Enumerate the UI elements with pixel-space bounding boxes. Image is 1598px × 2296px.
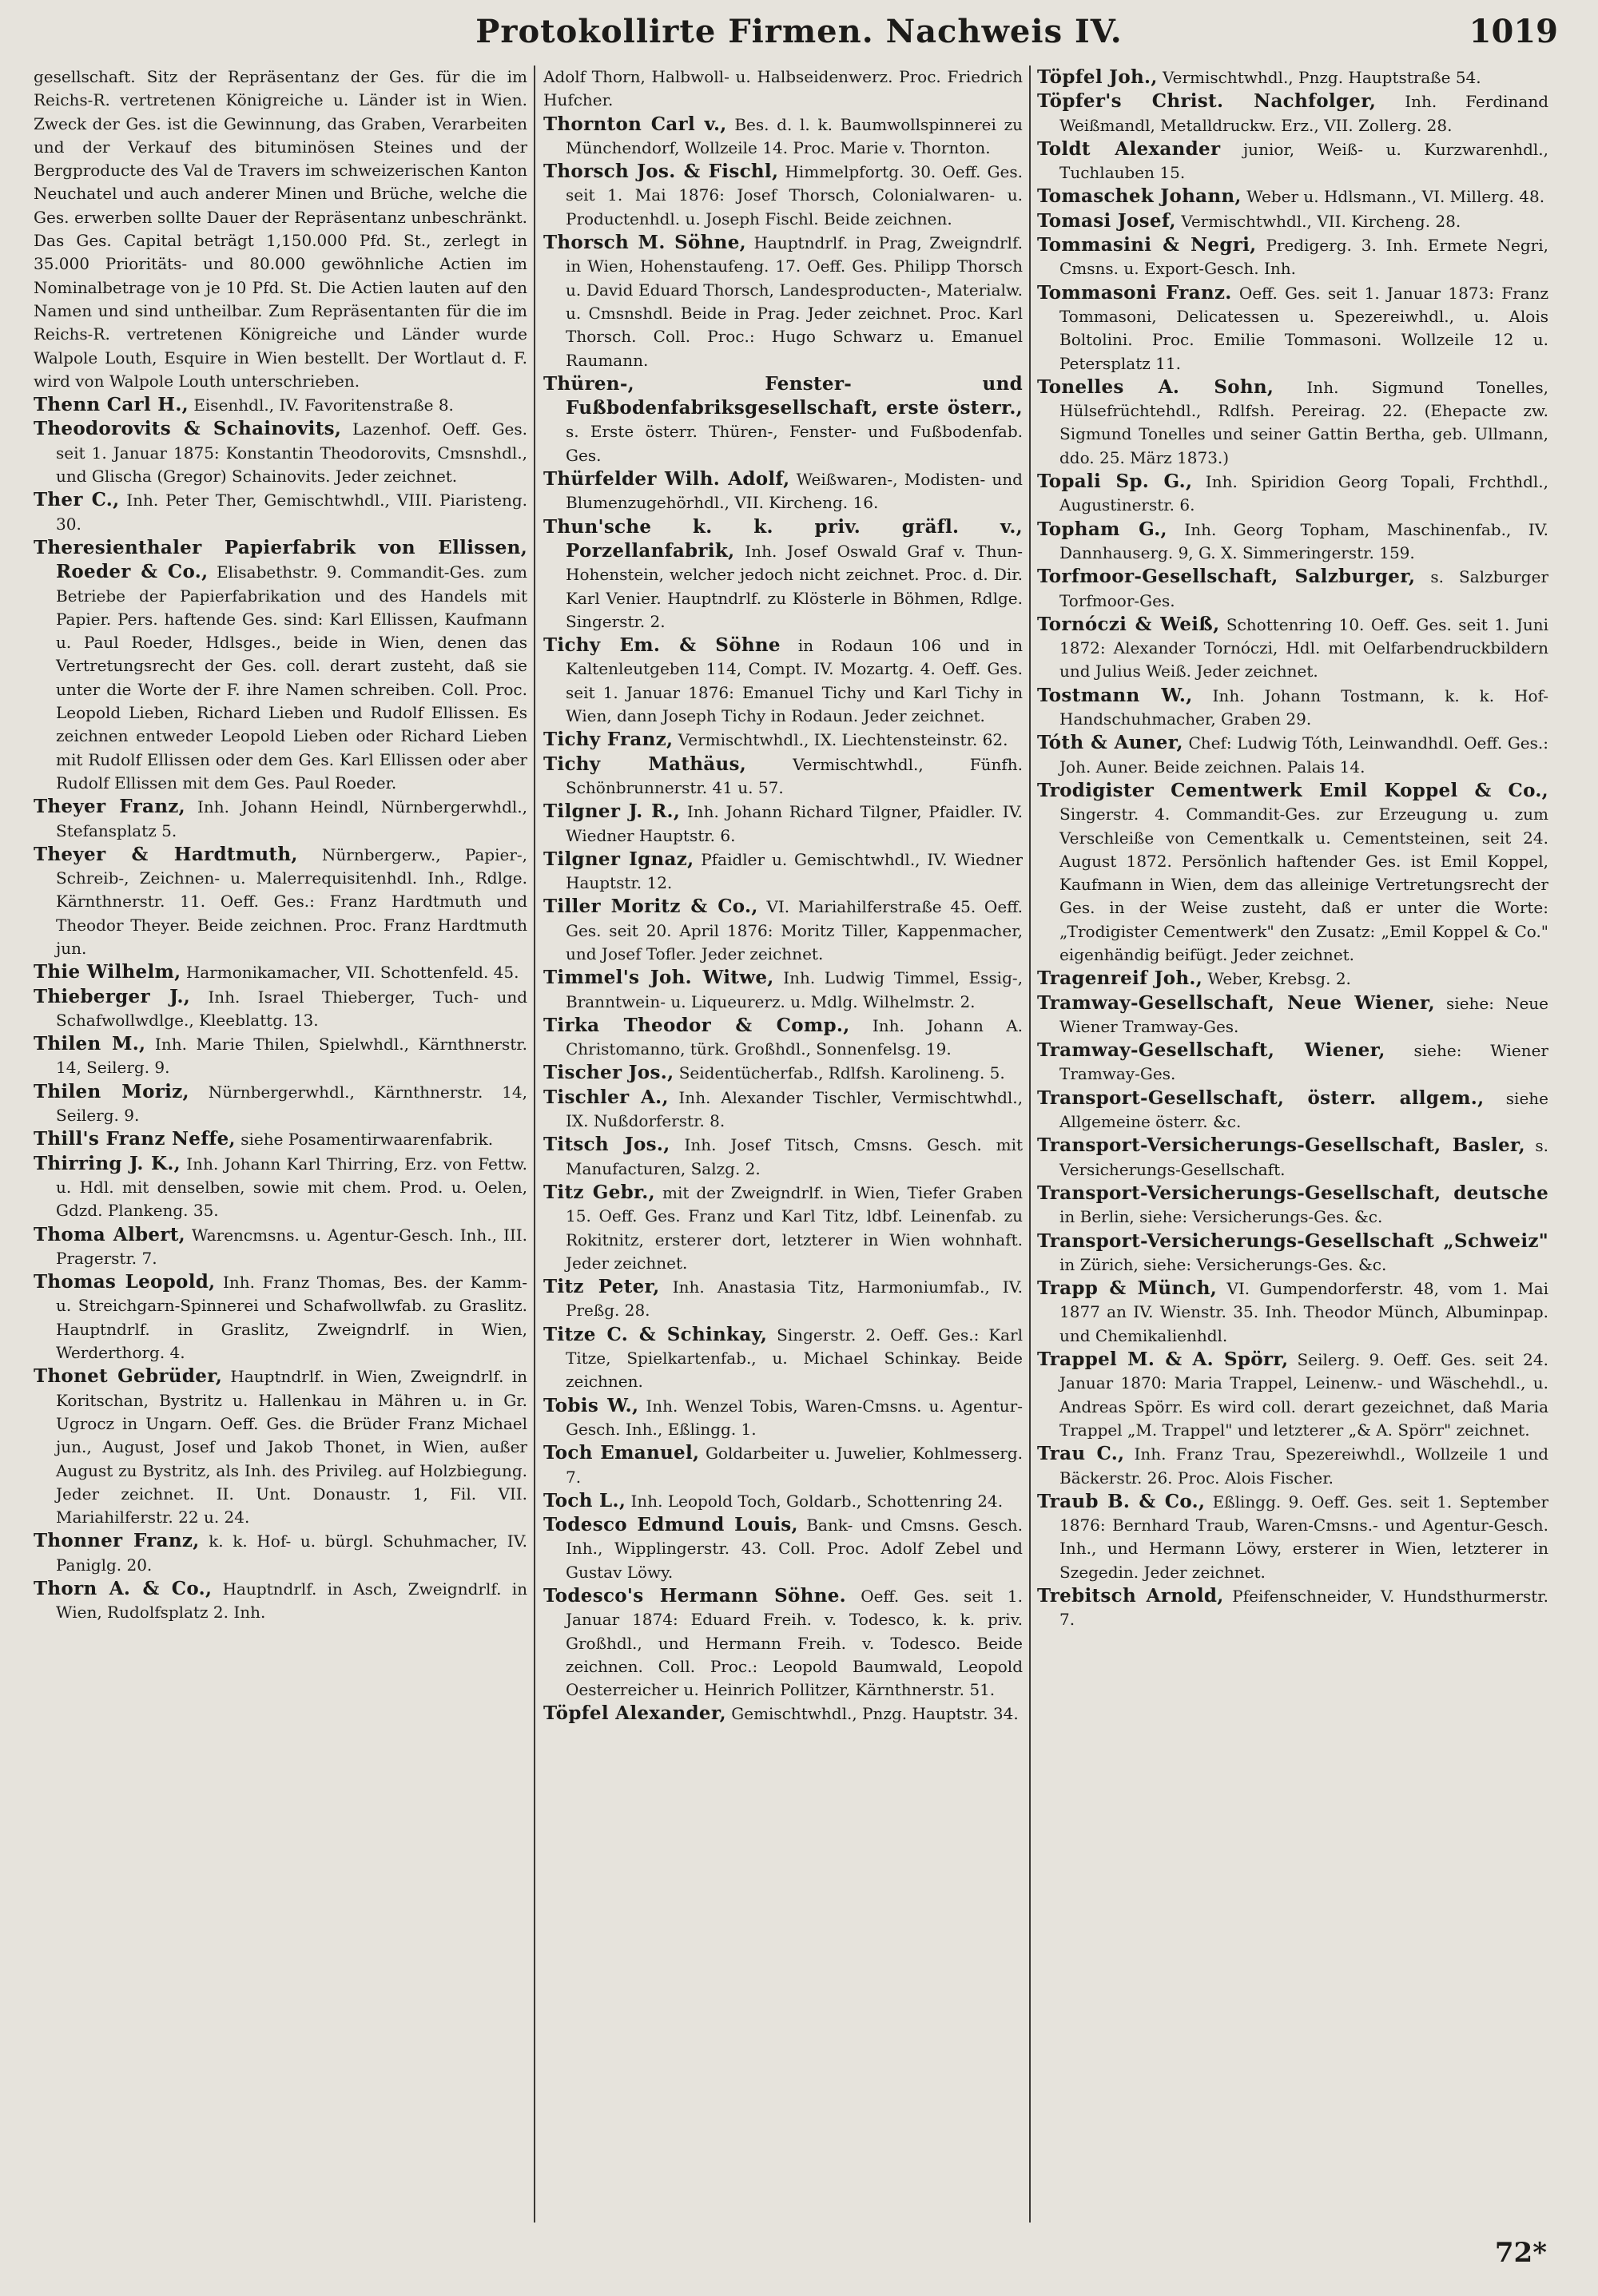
firm-name: Titz Gebr., [543, 1181, 655, 1203]
directory-entry [34, 1223, 527, 1271]
entry-text: s. Salzburger Torfmoor-Ges. [1059, 567, 1548, 610]
directory-entry [543, 467, 1023, 515]
firm-name: Tischler A., [543, 1086, 669, 1108]
firm-name: Timmel's Joh. Witwe, [543, 967, 774, 989]
firm-name: Thorsch Jos. & Fischl, [543, 161, 779, 183]
directory-entry [1037, 66, 1548, 89]
firm-name: Transport-Gesellschaft, österr. allgem., [1037, 1086, 1485, 1109]
entry-text: Pfaidler u. Gemischtwhdl., IV. Wiedner Hauptstr. 12. [566, 849, 1023, 893]
directory-entry [543, 966, 1023, 1014]
directory-entry [1037, 565, 1548, 613]
firm-name: Tramway-Gesellschaft, Wiener, [1037, 1039, 1385, 1062]
entry-text: in Rodaun 106 und in Kaltenleutgeben 114, Compt. IV. Mozartg. 4. Oeff. Ges. seit 1. Januar 1876: Emanuel Tichy und Karl Tichy in Wien, dann Joseph Tichy in Rodaun. Jeder zeichnet. [566, 636, 1023, 726]
entry-text: siehe Allgemeine österr. &c. [1059, 1088, 1548, 1132]
entry-text: Inh. Georg Topham, Maschinenfab., IV. Dannhauserg. 9, G. X. Simmeringerstr. 159. [1059, 519, 1548, 562]
entry-text: siehe Posamentirwaarenfabrik. [240, 1130, 494, 1150]
firm-name: Trapp & Münch, [1037, 1277, 1218, 1300]
column-divider [1029, 66, 1031, 2223]
entry-text: Weber, Krebsg. 2. [1207, 969, 1351, 989]
page-number: 1019 [1469, 13, 1558, 50]
entry-text: Oeff. Ges. seit 1. Januar 1873: Franz Tommasoni, Delicatessen u. Spezereiwhdl., u. Alois Boltolini. Proc. Emilie Tommasoni. Wollzeile 12 u. Petersplatz 11. [1059, 283, 1548, 373]
entry-text: Inh. Sigmund Tonelles, Hülsefrüchtehdl., Rdlfsh. Pereirag. 22. (Ehepacte zw. Sigmund Tonelles und seiner Gattin Bertha, geb. Ullmann, ddo. 25. März 1873.) [1059, 377, 1548, 467]
entry-text: Inh. Ferdinand Weißmandl, Metalldruckw. Erz., VII. Zollerg. 28. [1059, 92, 1548, 135]
firm-name: Theodorovits & Schainovits, [34, 418, 342, 440]
entry-text: Inh. Franz Trau, Spezereiwhdl., Wollzeile 1 und Bäckerstr. 26. Proc. Alois Fischer. [1059, 1444, 1548, 1488]
column-middle [543, 66, 1023, 2223]
directory-entry [543, 1181, 1023, 1275]
entry-text: Singerstr. 2. Oeff. Ges.: Karl Titze, Spielkartenfab., u. Michael Schinkay. Beide zeichnen. [566, 1325, 1023, 1392]
firm-name: Todesco Edmund Louis, [543, 1514, 798, 1536]
firm-name: Thonner Franz, [34, 1530, 200, 1552]
entry-text: VI. Gumpendorferstr. 48, vom 1. Mai 1877 an IV. Wienstr. 35. Inh. Theodor Münch, Albuminpap. und Chemikalienhdl. [1059, 1279, 1548, 1345]
firm-name: Thenn Carl H., [34, 394, 189, 416]
directory-entry [1037, 375, 1548, 470]
directory-entry [543, 1086, 1023, 1134]
firm-name: Töpfer's Christ. Nachfolger, [1037, 90, 1377, 113]
firm-name: Tilgner J. R., [543, 800, 681, 823]
directory-entry [1037, 209, 1548, 233]
entry-text: siehe: Neue Wiener Tramway-Ges. [1059, 993, 1548, 1036]
entry-text: Hauptndrlf. in Asch, Zweigndrlf. in Wien, Rudolfsplatz 2. Inh. [56, 1579, 527, 1623]
directory-entry [34, 66, 527, 393]
directory-entry [34, 417, 527, 488]
directory-entry [1037, 1490, 1548, 1584]
directory-entry [34, 488, 527, 536]
firm-name: Tramway-Gesellschaft, Neue Wiener, [1037, 991, 1435, 1014]
entry-text: Pfeifenschneider, V. Hundsthurmerstr. 7. [1059, 1587, 1548, 1630]
directory-entry [1037, 1348, 1548, 1442]
directory-entry [543, 848, 1023, 896]
entry-text: siehe: Wiener Tramway-Ges. [1059, 1041, 1548, 1084]
entry-text: Inh. Anastasia Titz, Harmoniumfab., IV. Preßg. 28. [566, 1277, 1023, 1321]
directory-entry [34, 1127, 527, 1151]
entry-text: Seilerg. 9. Oeff. Ges. seit 24. Januar 1870: Maria Trappel, Leinenw.- und Wäschehdl., u. Andreas Spörr. Es wird coll. derart gezeichnet, daß Maria Trappel „M. Trappel" und letzterer „& A. Spörr" zeichnet. [1059, 1350, 1548, 1440]
directory-entry [543, 800, 1023, 848]
firm-name: Tonelles A. Sohn, [1037, 375, 1274, 398]
firm-name: Thieberger J., [34, 985, 191, 1007]
directory-entry [543, 515, 1023, 634]
directory-entry [1037, 1134, 1548, 1182]
entry-text: Inh. Israel Thieberger, Tuch- und Schafwollwdlge., Kleeblattg. 13. [56, 987, 527, 1030]
entry-text: Inh. Johann Richard Tilgner, Pfaidler. IV. Wiedner Hauptstr. 6. [566, 802, 1023, 845]
firm-name: Trodigister Cementwerk Emil Koppel & Co., [1037, 779, 1548, 801]
directory-entry [543, 1513, 1023, 1584]
entry-text: Chef: Ludwig Tóth, Leinwandhdl. Oeff. Ges.: Joh. Auner. Beide zeichnen. Palais 14. [1059, 733, 1548, 777]
directory-entry [543, 1275, 1023, 1323]
entry-text: Bes. d. l. k. Baumwollspinnerei zu Münchendorf, Wollzeile 14. Proc. Marie v. Thornton. [566, 114, 1023, 157]
entry-text: Weber u. Hdlsmann., VI. Millerg. 48. [1246, 187, 1545, 207]
entry-text: Hauptndrlf. in Wien, Zweigndrlf. in Koritschan, Bystritz u. Hallenkau in Mähren u. in Gr. Ugrocz in Ungarn. Oeff. Ges. die Brüder Franz Michael jun., August, Josef und Jakob Thonet, in Wien, außer August zu Bystritz, als Inh. des Privileg. auf Holzbiegung. Jeder zeichnet. II. Unt. Donaustr. 1, Fil. VII. Mariahilferstr. 22 u. 24. [56, 1367, 527, 1527]
firm-name: Thilen M., [34, 1033, 146, 1055]
entry-text: VI. Mariahilferstraße 45. Oeff. Ges. seit 20. April 1876: Moritz Tiller, Kappenmacher, und Josef Tofler. Jeder zeichnet. [566, 897, 1023, 963]
directory-entry [543, 160, 1023, 231]
entry-text: Predigerg. 3. Inh. Ermete Negri, Cmsns. u. Export-Gesch. Inh. [1059, 236, 1548, 279]
entry-text: s. Erste österr. Thüren-, Fenster- und Fußbodenfab. Ges. [566, 422, 1023, 465]
entry-text: Goldarbeiter u. Juwelier, Kohlmesserg. 7. [566, 1444, 1023, 1487]
directory-entry [543, 1702, 1023, 1726]
entry-text: Himmelpfortg. 30. Oeff. Ges. seit 1. Mai 1876: Josef Thorsch, Colonialwaren- u. Productenhdl. u. Joseph Fischl. Beide zeichnen. [566, 162, 1023, 228]
entry-text: Bank- und Cmsns. Gesch. Inh., Wipplingerstr. 43. Coll. Proc. Adolf Zebel und Gustav Löwy. [566, 1515, 1023, 1582]
firm-name: Transport-Versicherungs-Gesellschaft „Schweiz" [1037, 1229, 1548, 1252]
directory-entry [34, 393, 527, 417]
entry-text: Vermischtwhdl., Fünfh. Schönbrunnerstr. 41 u. 57. [566, 754, 1023, 797]
firm-name: Torfmoor-Gesellschaft, Salzburger, [1037, 566, 1416, 588]
firm-name: Transport-Versicherungs-Gesellschaft, deutsche [1037, 1182, 1548, 1204]
firm-name: Trebitsch Arnold, [1037, 1585, 1224, 1607]
firm-name: Ther C., [34, 489, 120, 511]
directory-entry [543, 634, 1023, 728]
directory-entry [543, 1584, 1023, 1702]
directory-entry [1037, 1182, 1548, 1229]
firm-name: Trappel M. & A. Spörr, [1037, 1349, 1289, 1371]
entry-text: Oeff. Ges. seit 1. Januar 1874: Eduard Freih. v. Todesco, k. k. priv. Großhdl., und Hermann Freih. v. Todesco. Beide zeichnen. Coll. Proc.: Leopold Baumwald, Leopold Oesterreicher u. Heinrich Pollitzer, Kärnthnerstr. 51. [566, 1587, 1023, 1700]
firm-name: Toldt Alexander [1037, 137, 1221, 160]
entry-text: Inh. Josef Titsch, Cmsns. Gesch. mit Manufacturen, Salzg. 2. [566, 1135, 1023, 1178]
directory-entry [34, 960, 527, 984]
directory-entry [543, 231, 1023, 372]
entry-text: Inh. Josef Oswald Graf v. Thun-Hohenstein, welcher jedoch nicht zeichnet. Proc. d. Dir. Karl Venier. Hauptndrlf. zu Klösterle in Böhmen, Rdlge. Singerstr. 2. [566, 541, 1023, 631]
firm-name: Theresienthaler Papierfabrik von Ellissen, Roeder & Co., [34, 536, 527, 583]
directory-entry [1037, 281, 1548, 375]
firm-name: Thürfelder Wilh. Adolf, [543, 468, 790, 491]
entry-text: Vermischtwhdl., Pnzg. Hauptstraße 54. [1163, 68, 1481, 87]
entry-text: Nürnbergerwhdl., Kärnthnerstr. 14, Seilerg. 9. [56, 1082, 527, 1126]
directory-entry [543, 372, 1023, 467]
directory-entry [34, 1364, 527, 1529]
firm-name: Thill's Franz Neffe, [34, 1128, 236, 1150]
firm-name: Tiller Moritz & Co., [543, 896, 758, 918]
entry-text: Inh. Peter Ther, Gemischtwhdl., VIII. Piaristeng. 30. [56, 491, 527, 534]
firm-name: Theyer Franz, [34, 796, 185, 818]
directory-entry [1037, 470, 1548, 518]
entry-text: Hauptndrlf. in Prag, Zweigndrlf. in Wien, Hohenstaufeng. 17. Oeff. Ges. Philipp Thorsch u. David Eduard Thorsch, Landesproducten-, Materialw. u. Cmsnshdl. Beide in Prag. Jeder zeichnet. Proc. Karl Thorsch. Coll. Proc.: Hugo Schwarz u. Emanuel Raumann. [566, 233, 1023, 370]
entry-text: Eßlingg. 9. Oeff. Ges. seit 1. September 1876: Bernhard Traub, Waren-Cmsns.- und Agentur-Gesch. Inh., und Hermann Löwy, ersterer in Wien, letzterer in Szegedin. Jeder zeichnet. [1059, 1492, 1548, 1582]
directory-entry [543, 1323, 1023, 1394]
entry-text: Inh. Alexander Tischler, Vermischtwhdl., IX. Nußdorferstr. 8. [566, 1087, 1023, 1131]
firm-name: Tornóczi & Weiß, [1037, 613, 1220, 635]
entry-text: gesellschaft. Sitz der Repräsentanz der Ges. für die im Reichs-R. vertretenen Königreiche u. Länder ist in Wien. Zweck der Ges. ist die Gewinnung, das Graben, Verarbeiten und der Verkauf des bituminösen Steines und der Bergproducte des Val de Travers im schweizerischen Kanton Neuchatel und auch anderer Minen und Brüche, welche die Ges. erwerben sollte Dauer der Repräsentanz unbeschränkt. Das Ges. Capital beträgt 1,150.000 Pfd. St., zerlegt in 35.000 Prioritäts- und 80.000 gewöhnliche Actien im Nominalbetrage von je 10 Pfd. St. Die Actien lauten auf den Namen und sind untheilbar. Zum Repräsentanten für die im Reichs-R. vertretenen Königreiche und Länder wurde Walpole Louth, Esquire in Wien bestellt. Der Wortlaut d. F. wird von Walpole Louth unterschrieben. [34, 67, 527, 391]
firm-name: Titsch Jos., [543, 1134, 670, 1156]
directory-entry [34, 1032, 527, 1080]
entry-text: Inh. Johann Heindl, Nürnbergerwhdl., Stefansplatz 5. [56, 797, 527, 840]
entry-text: Inh. Marie Thilen, Spielwhdl., Kärnthnerstr. 14, Seilerg. 9. [56, 1035, 527, 1078]
entry-text: Weißwaren-, Modisten- und Blumenzugehörhdl., VII. Kircheng. 16. [566, 470, 1023, 513]
entry-text: Warencmsns. u. Agentur-Gesch. Inh., III. Pragerstr. 7. [56, 1225, 527, 1268]
firm-name: Titz Peter, [543, 1276, 660, 1298]
firm-name: Topham G., [1037, 518, 1167, 540]
entry-text: Harmonikamacher, VII. Schottenfeld. 45. [185, 963, 519, 983]
directory-entry [1037, 233, 1548, 281]
directory-entry [1037, 137, 1548, 185]
entry-text: Schottenring 10. Oeff. Ges. seit 1. Juni 1872: Alexander Tornóczi, Hdl. mit Oelfarbendruckbildern und Julius Weiß. Jeder zeichnet. [1059, 614, 1548, 681]
entry-text: k. k. Hof- u. bürgl. Schuhmacher, IV. Paniglg. 20. [56, 1531, 527, 1575]
directory-entry [1037, 779, 1548, 967]
firm-name: Trau C., [1037, 1443, 1125, 1465]
directory-entry [34, 536, 527, 795]
directory-entry [34, 985, 527, 1033]
directory-entry [543, 728, 1023, 752]
firm-name: Tostmann W., [1037, 684, 1193, 706]
entry-text: Singerstr. 4. Commandit-Ges. zur Erzeugung u. zum Verschleiße von Cementkalk u. Cementsteinen, seit 24. August 1872. Persönlich haftender Ges. ist Emil Koppel, Kaufmann in Wien, dem das alleinige Vertretungsrecht der Ges. in der Weise zusteht, daß er unter die Worte: „Trodigister Cementwerk" den Zusatz: „Emil Koppel & Co." eigenhändig beifügt. Jeder zeichnet. [1059, 804, 1548, 964]
firm-name: Tichy Em. & Söhne [543, 634, 781, 657]
entry-text: Lazenhof. Oeff. Ges. seit 1. Januar 1875: Konstantin Theodorovits, Cmsnshdl., und Glischa (Gregor) Schainovits. Jeder zeichnet. [56, 419, 527, 487]
directory-entry [543, 1014, 1023, 1062]
directory-entry [543, 1133, 1023, 1181]
directory-entry [543, 895, 1023, 966]
directory-entry [1037, 1229, 1548, 1277]
entry-text: Inh. Johann Tostmann, k. k. Hof-Handschuhmacher, Graben 29. [1059, 685, 1548, 729]
firm-name: Thorsch M. Söhne, [543, 232, 746, 254]
directory-entry [34, 1270, 527, 1364]
directory-entry [1037, 1442, 1548, 1490]
entry-text: Gemischtwhdl., Pnzg. Hauptstr. 34. [731, 1704, 1019, 1724]
directory-entry [1037, 1277, 1548, 1348]
firm-name: Thomas Leopold, [34, 1271, 216, 1293]
directory-entry [1037, 1086, 1548, 1134]
column-right [1037, 66, 1548, 2223]
firm-name: Thun'sche k. k. priv. gräfl. v., Porzellanfabrik, [543, 515, 1023, 562]
firm-name: Tommasini & Negri, [1037, 234, 1257, 256]
directory-entry [1037, 731, 1548, 779]
entry-text: Inh. Wenzel Tobis, Waren-Cmsns. u. Agentur-Gesch. Inh., Eßlingg. 1. [566, 1396, 1023, 1439]
firm-name: Tobis W., [543, 1394, 639, 1416]
directory-entry [1037, 89, 1548, 137]
firm-name: Thilen Moriz, [34, 1080, 189, 1102]
directory-entry [34, 1080, 527, 1128]
firm-name: Thoma Albert, [34, 1223, 185, 1245]
directory-entry [1037, 991, 1548, 1039]
entry-text: mit der Zweigndrlf. in Wien, Tiefer Graben 15. Oeff. Ges. Franz und Karl Titz, ldbf. Leinenfab. zu Rokitnitz, ersterer dort, letzterer in Wien wohnhaft. Jeder zeichnet. [566, 1182, 1023, 1273]
firm-name: Tomaschek Johann, [1037, 185, 1242, 208]
directory-entry [543, 1489, 1023, 1513]
firm-name: Tóth & Auner, [1037, 732, 1183, 754]
firm-name: Tommasoni Franz. [1037, 281, 1232, 304]
entry-text: Eisenhdl., IV. Favoritenstraße 8. [193, 395, 454, 415]
directory-entry [1037, 1039, 1548, 1086]
directory-entry [1037, 518, 1548, 566]
firm-name: Thornton Carl v., [543, 113, 727, 135]
directory-entry [1037, 613, 1548, 684]
firm-name: Thonet Gebrüder, [34, 1365, 223, 1388]
firm-name: Tischer Jos., [543, 1062, 674, 1084]
directory-entry [543, 1441, 1023, 1489]
firm-name: Töpfel Alexander, [543, 1702, 726, 1725]
directory-entry [543, 1394, 1023, 1442]
entry-text: Inh. Spiridion Georg Topali, Frchthdl., Augustinerstr. 6. [1059, 472, 1548, 515]
column-divider [534, 66, 535, 2223]
entry-text: Vermischtwhdl., VII. Kircheng. 28. [1181, 211, 1461, 231]
directory-entry [34, 843, 527, 960]
directory-entry [1037, 185, 1548, 209]
directory-entry [34, 795, 527, 843]
firm-name: Toch Emanuel, [543, 1442, 700, 1464]
directory-entry [543, 113, 1023, 161]
entry-text: Inh. Johann Karl Thirring, Erz. von Fettw. u. Hdl. mit denselben, sowie mit chem. Prod. u. Oelen, Gdzd. Plankeng. 35. [56, 1154, 527, 1221]
directory-entry [1037, 1584, 1548, 1632]
firm-name: Tilgner Ignaz, [543, 848, 694, 870]
entry-text: Vermischtwhdl., IX. Liechtensteinstr. 62. [678, 730, 1008, 750]
entry-text: in Berlin, siehe: Versicherungs-Ges. &c. [1059, 1207, 1383, 1227]
entry-text: Nürnbergerw., Papier-, Schreib-, Zeichnen- u. Malerrequisitenhdl. Inh., Rdlge. Kärnthnerstr. 11. Oeff. Ges.: Franz Hardtmuth und Theodor Theyer. Beide zeichnen. Proc. Franz Hardtmuth jun. [56, 844, 527, 958]
firm-name: Thorn A. & Co., [34, 1578, 213, 1599]
page-header [32, 11, 1566, 59]
firm-name: Traub B. & Co., [1037, 1490, 1206, 1512]
entry-text: Inh. Johann A. Christomanno, türk. Großhdl., Sonnenfelsg. 19. [566, 1015, 1023, 1059]
firm-name: Todesco's Hermann Söhne. [543, 1585, 846, 1607]
entry-text: Elisabethstr. 9. Commandit-Ges. zum Betriebe der Papierfabrikation und des Handels mit Papier. Pers. haftende Ges. sind: Karl Ellissen, Kaufmann u. Paul Roeder, Hdlsges., beide in Wien, denen das Vertretungsrecht der Ges. coll. derart zusteht, daß sie unter die Worte der F. ihre Namen schreiben. Coll. Proc. Leopold Lieben, Richard Lieben und Rudolf Ellissen. Es zeichnen entweder Leopold Lieben oder Richard Lieben mit Rudolf Ellissen oder dem Ges. Karl Ellissen oder aber Rudolf Ellissen mit dem Ges. Paul Roeder. [56, 562, 527, 792]
directory-entry [543, 753, 1023, 800]
directory-entry [1037, 967, 1548, 991]
firm-name: Tichy Mathäus, [543, 753, 747, 775]
column-left [34, 66, 527, 2223]
firm-name: Tragenreif Joh., [1037, 967, 1203, 990]
signature-mark: 72* [1494, 2237, 1547, 2269]
directory-entry [34, 1577, 527, 1625]
firm-name: Titze C. & Schinkay, [543, 1323, 768, 1345]
firm-name: Töpfel Joh., [1037, 66, 1158, 88]
directory-entry [34, 1529, 527, 1577]
entry-text: Inh. Leopold Toch, Goldarb., Schottenring 24. [630, 1491, 1004, 1511]
firm-name: Thüren-, Fenster- und Fußbodenfabriksgesellschaft, erste österr., [543, 372, 1023, 419]
directory-entry [34, 1152, 527, 1223]
entry-text: Inh. Ludwig Timmel, Essig-, Branntwein- u. Liqueurerz. u. Mdlg. Wilhelmstr. 2. [566, 968, 1023, 1011]
directory-entry [543, 1061, 1023, 1085]
firm-name: Thirring J. K., [34, 1152, 181, 1174]
firm-name: Theyer & Hardtmuth, [34, 843, 298, 865]
page-title: Protokollirte Firmen. Nachweis IV. [475, 13, 1123, 50]
entry-text: Seidentücherfab., Rdlfsh. Karolineng. 5. [678, 1063, 1005, 1083]
directory-entry [1037, 684, 1548, 732]
entry-text: Inh. Franz Thomas, Bes. der Kamm- u. Streichgarn-Spinnerei und Schafwollwfab. zu Graslitz. Hauptndrlf. in Graslitz, Zweigndrlf. in Wien, Werderthorg. 4. [56, 1273, 527, 1363]
firm-name: Tichy Franz, [543, 729, 674, 751]
entry-text: junior, Weiß- u. Kurzwarenhdl., Tuchlauben 15. [1059, 139, 1548, 183]
firm-name: Tomasi Josef, [1037, 209, 1176, 232]
firm-name: Toch L., [543, 1489, 626, 1511]
firm-name: Tirka Theodor & Comp., [543, 1014, 850, 1036]
firm-name: Thie Wilhelm, [34, 961, 181, 983]
directory-entry [543, 66, 1023, 113]
entry-text: s. Versicherungs-Gesellschaft. [1059, 1136, 1548, 1179]
entry-text: in Zürich, siehe: Versicherungs-Ges. &c. [1059, 1254, 1387, 1274]
entry-text: Adolf Thorn, Halbwoll- u. Halbseidenwerz. Proc. Friedrich Hufcher. [543, 67, 1023, 110]
firm-name: Topali Sp. G., [1037, 471, 1193, 493]
firm-name: Transport-Versicherungs-Gesellschaft, Basler, [1037, 1134, 1525, 1157]
